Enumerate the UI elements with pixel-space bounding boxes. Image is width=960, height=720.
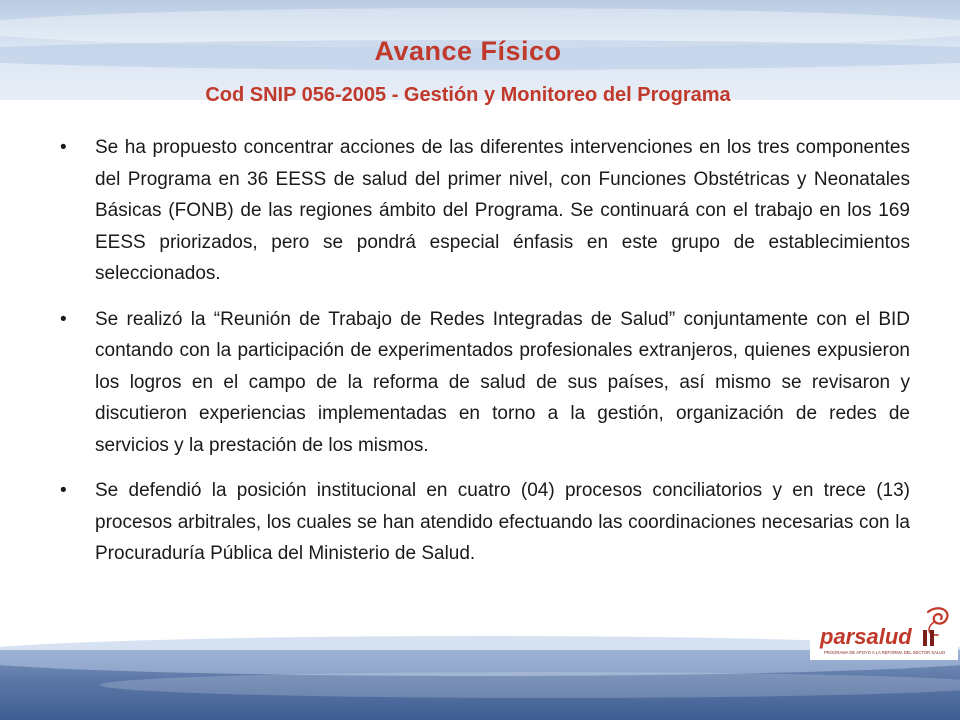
bullet-text: Se ha propuesto concentrar acciones de las diferentes intervenciones en los tres componentes del Programa en 36 EESS de salud del primer nivel, con Funciones Obstétricas y Neonatales Básicas (FONB) de las regiones ámbito del Programa. Se continuará con el trabajo en los 169 EESS priorizados, pero se pondrá especial énfasis en este grupo de establecimientos seleccionados. <box>95 137 910 284</box>
footer-swoosh-highlight <box>100 672 960 698</box>
bullet-text: Se realizó la “Reunión de Trabajo de Redes Integradas de Salud” conjuntamente con el BID contando con la participación de experimentados profesionales extranjeros, quienes expusieron los logros en el campo de la reforma de salud de sus países, así mismo se revisaron y discutieron experiencias implementadas en torno a la gestión, organización de redes de servicios y la prestación de los mismos. <box>95 308 910 456</box>
logo-wordmark: parsalud <box>820 624 912 649</box>
bullet-item <box>60 132 910 290</box>
bullet-text: Se defendió la posición institucional en cuatro (04) procesos conciliatorios y en trece (13) procesos arbitrales, los cuales se han atendido efectuando las coordinaciones necesarias con la Procuraduría Pública del Ministerio de Salud. <box>95 480 910 564</box>
bullet-marker: • <box>60 137 67 158</box>
bullet-item <box>60 304 910 462</box>
slide-title: Avance Físico <box>374 36 562 66</box>
logo-tagline: PROGRAMA DE APOYO A LA REFORMA DEL SECTOR SALUD <box>824 650 946 655</box>
footer-background <box>0 650 960 720</box>
bullet-marker: • <box>60 480 67 501</box>
parsalud-logo-icon <box>810 602 958 660</box>
bullet-list <box>60 132 910 584</box>
bullet-marker: • <box>60 308 67 330</box>
bullet-item <box>60 475 910 570</box>
slide-subtitle: Cod SNIP 056-2005 - Gestión y Monitoreo del Programa <box>205 84 731 106</box>
